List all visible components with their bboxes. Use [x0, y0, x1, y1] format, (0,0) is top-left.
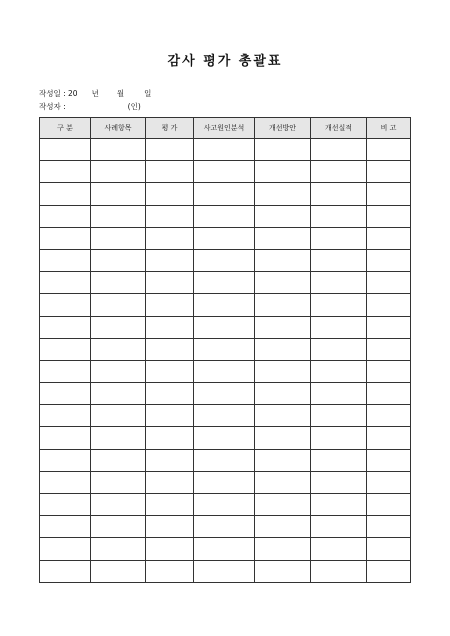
cell-evaluation[interactable] [146, 538, 194, 560]
cell-improvement-plan[interactable] [255, 360, 311, 382]
cell-category[interactable] [40, 272, 91, 294]
cell-improvement-plan[interactable] [255, 272, 311, 294]
header-evaluation: 평 가 [146, 118, 194, 139]
cell-category[interactable] [40, 449, 91, 471]
cell-category[interactable] [40, 383, 91, 405]
cell-improvement-plan[interactable] [255, 338, 311, 360]
cell-evaluation[interactable] [146, 161, 194, 183]
cell-improvement-result[interactable] [311, 494, 367, 516]
cell-evaluation[interactable] [146, 139, 194, 161]
cell-cause-analysis[interactable] [194, 560, 255, 582]
cell-case-item[interactable] [91, 272, 146, 294]
cell-category[interactable] [40, 560, 91, 582]
cell-case-item[interactable] [91, 183, 146, 205]
cell-category[interactable] [40, 338, 91, 360]
cell-case-item[interactable] [91, 494, 146, 516]
cell-improvement-result[interactable] [311, 294, 367, 316]
cell-remarks[interactable] [367, 560, 411, 582]
cell-evaluation[interactable] [146, 183, 194, 205]
cell-category[interactable] [40, 516, 91, 538]
cell-cause-analysis[interactable] [194, 183, 255, 205]
cell-case-item[interactable] [91, 560, 146, 582]
cell-improvement-plan[interactable] [255, 161, 311, 183]
cell-improvement-result[interactable] [311, 205, 367, 227]
cell-cause-analysis[interactable] [194, 249, 255, 271]
cell-improvement-result[interactable] [311, 449, 367, 471]
cell-category[interactable] [40, 405, 91, 427]
month-label: 월 [116, 89, 125, 98]
cell-improvement-result[interactable] [311, 560, 367, 582]
cell-remarks[interactable] [367, 338, 411, 360]
audit-summary-table [39, 117, 411, 583]
page-title: 감사 평가 총괄표 [167, 54, 283, 69]
cell-improvement-result[interactable] [311, 360, 367, 382]
cell-remarks[interactable] [367, 316, 411, 338]
cell-remarks[interactable] [367, 360, 411, 382]
cell-improvement-result[interactable] [311, 183, 367, 205]
seal-label: (인) [127, 102, 141, 111]
cell-category[interactable] [40, 538, 91, 560]
cell-case-item[interactable] [91, 360, 146, 382]
cell-remarks[interactable] [367, 272, 411, 294]
cell-case-item[interactable] [91, 316, 146, 338]
date-line [39, 88, 151, 99]
cell-evaluation[interactable] [146, 249, 194, 271]
cell-improvement-result[interactable] [311, 471, 367, 493]
cell-improvement-result[interactable] [311, 139, 367, 161]
header-case-item: 사례항목 [91, 118, 146, 139]
cell-improvement-plan[interactable] [255, 427, 311, 449]
cell-case-item[interactable] [91, 227, 146, 249]
header-improvement-result: 개선실적 [311, 118, 367, 139]
cell-improvement-result[interactable] [311, 227, 367, 249]
cell-remarks[interactable] [367, 161, 411, 183]
cell-case-item[interactable] [91, 338, 146, 360]
table-row [40, 272, 411, 294]
cell-category[interactable] [40, 205, 91, 227]
date-label: 작성일 : 20 [39, 89, 78, 98]
cell-remarks[interactable] [367, 405, 411, 427]
cell-improvement-result[interactable] [311, 249, 367, 271]
cell-category[interactable] [40, 161, 91, 183]
cell-improvement-plan[interactable] [255, 205, 311, 227]
cell-category[interactable] [40, 183, 91, 205]
table-row [40, 405, 411, 427]
author-line [39, 101, 141, 112]
cell-category[interactable] [40, 494, 91, 516]
cell-cause-analysis[interactable] [194, 205, 255, 227]
cell-category[interactable] [40, 471, 91, 493]
cell-evaluation[interactable] [146, 338, 194, 360]
header-category: 구 분 [40, 118, 91, 139]
cell-case-item[interactable] [91, 383, 146, 405]
cell-evaluation[interactable] [146, 560, 194, 582]
cell-improvement-plan[interactable] [255, 494, 311, 516]
cell-category[interactable] [40, 427, 91, 449]
cell-case-item[interactable] [91, 294, 146, 316]
day-label: 일 [144, 89, 152, 98]
cell-improvement-result[interactable] [311, 405, 367, 427]
table-row [40, 338, 411, 360]
cell-cause-analysis[interactable] [194, 538, 255, 560]
cell-improvement-result[interactable] [311, 161, 367, 183]
cell-improvement-plan[interactable] [255, 560, 311, 582]
cell-case-item[interactable] [91, 205, 146, 227]
cell-case-item[interactable] [91, 538, 146, 560]
cell-case-item[interactable] [91, 249, 146, 271]
cell-case-item[interactable] [91, 405, 146, 427]
cell-improvement-result[interactable] [311, 338, 367, 360]
cell-evaluation[interactable] [146, 360, 194, 382]
table-row [40, 205, 411, 227]
cell-improvement-plan[interactable] [255, 471, 311, 493]
cell-improvement-plan[interactable] [255, 538, 311, 560]
cell-evaluation[interactable] [146, 294, 194, 316]
cell-improvement-result[interactable] [311, 516, 367, 538]
cell-evaluation[interactable] [146, 316, 194, 338]
table-row [40, 316, 411, 338]
cell-cause-analysis[interactable] [194, 427, 255, 449]
cell-category[interactable] [40, 316, 91, 338]
cell-evaluation[interactable] [146, 494, 194, 516]
table-row [40, 538, 411, 560]
cell-case-item[interactable] [91, 516, 146, 538]
cell-improvement-plan[interactable] [255, 383, 311, 405]
cell-cause-analysis[interactable] [194, 471, 255, 493]
cell-improvement-result[interactable] [311, 383, 367, 405]
cell-evaluation[interactable] [146, 449, 194, 471]
cell-category[interactable] [40, 139, 91, 161]
cell-remarks[interactable] [367, 383, 411, 405]
table-row [40, 139, 411, 161]
cell-cause-analysis[interactable] [194, 405, 255, 427]
table-header-row [40, 118, 411, 139]
table-body [40, 139, 411, 583]
cell-remarks[interactable] [367, 516, 411, 538]
cell-evaluation[interactable] [146, 205, 194, 227]
cell-remarks[interactable] [367, 494, 411, 516]
table-row [40, 516, 411, 538]
cell-evaluation[interactable] [146, 516, 194, 538]
table-row [40, 360, 411, 382]
year-label: 년 [91, 89, 99, 98]
cell-improvement-plan[interactable] [255, 227, 311, 249]
cell-cause-analysis[interactable] [194, 383, 255, 405]
table-row [40, 383, 411, 405]
cell-improvement-plan[interactable] [255, 183, 311, 205]
cell-cause-analysis[interactable] [194, 294, 255, 316]
cell-improvement-plan[interactable] [255, 249, 311, 271]
author-label: 작성자 : [39, 102, 66, 111]
cell-evaluation[interactable] [146, 227, 194, 249]
cell-evaluation[interactable] [146, 272, 194, 294]
cell-evaluation[interactable] [146, 471, 194, 493]
cell-remarks[interactable] [367, 471, 411, 493]
cell-cause-analysis[interactable] [194, 139, 255, 161]
cell-case-item[interactable] [91, 471, 146, 493]
cell-category[interactable] [40, 294, 91, 316]
cell-category[interactable] [40, 249, 91, 271]
table-row [40, 471, 411, 493]
cell-remarks[interactable] [367, 449, 411, 471]
cell-category[interactable] [40, 227, 91, 249]
cell-category[interactable] [40, 360, 91, 382]
table-row [40, 227, 411, 249]
cell-improvement-plan[interactable] [255, 516, 311, 538]
cell-remarks[interactable] [367, 227, 411, 249]
cell-remarks[interactable] [367, 249, 411, 271]
table-row [40, 494, 411, 516]
cell-case-item[interactable] [91, 427, 146, 449]
cell-case-item[interactable] [91, 161, 146, 183]
cell-improvement-result[interactable] [311, 316, 367, 338]
cell-cause-analysis[interactable] [194, 161, 255, 183]
cell-cause-analysis[interactable] [194, 494, 255, 516]
cell-improvement-result[interactable] [311, 538, 367, 560]
cell-cause-analysis[interactable] [194, 272, 255, 294]
table-row [40, 560, 411, 582]
table-row [40, 161, 411, 183]
cell-remarks[interactable] [367, 294, 411, 316]
cell-improvement-result[interactable] [311, 427, 367, 449]
cell-improvement-plan[interactable] [255, 449, 311, 471]
cell-cause-analysis[interactable] [194, 449, 255, 471]
cell-improvement-result[interactable] [311, 272, 367, 294]
table-row [40, 294, 411, 316]
header-remarks: 비 고 [367, 118, 411, 139]
cell-remarks[interactable] [367, 205, 411, 227]
cell-cause-analysis[interactable] [194, 316, 255, 338]
cell-cause-analysis[interactable] [194, 338, 255, 360]
table-row [40, 449, 411, 471]
cell-case-item[interactable] [91, 139, 146, 161]
table-row [40, 183, 411, 205]
cell-cause-analysis[interactable] [194, 516, 255, 538]
cell-cause-analysis[interactable] [194, 227, 255, 249]
table-row [40, 249, 411, 271]
table-row [40, 427, 411, 449]
cell-evaluation[interactable] [146, 405, 194, 427]
cell-improvement-plan[interactable] [255, 294, 311, 316]
cell-improvement-plan[interactable] [255, 405, 311, 427]
cell-case-item[interactable] [91, 449, 146, 471]
cell-evaluation[interactable] [146, 427, 194, 449]
header-improvement-plan: 개선방안 [255, 118, 311, 139]
header-cause-analysis: 사고원인분석 [194, 118, 255, 139]
cell-remarks[interactable] [367, 183, 411, 205]
cell-cause-analysis[interactable] [194, 360, 255, 382]
cell-improvement-plan[interactable] [255, 139, 311, 161]
cell-evaluation[interactable] [146, 383, 194, 405]
cell-remarks[interactable] [367, 538, 411, 560]
cell-improvement-plan[interactable] [255, 316, 311, 338]
cell-remarks[interactable] [367, 427, 411, 449]
cell-remarks[interactable] [367, 139, 411, 161]
